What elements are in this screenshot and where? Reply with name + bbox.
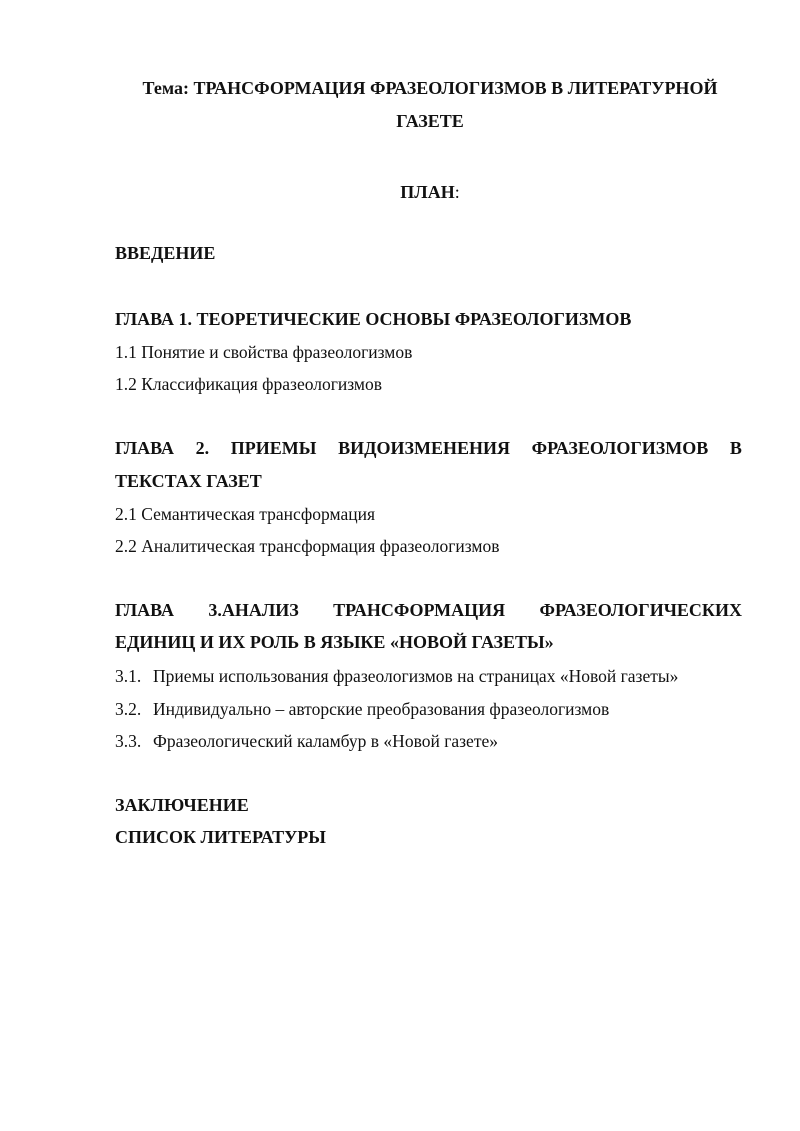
chapter3-heading-line-2: ЕДИНИЦ И ИХ РОЛЬ В ЯЗЫКЕ «НОВОЙ ГАЗЕТЫ» — [115, 632, 554, 652]
chapter2-heading-word: ВИДОИЗМЕНЕНИЯ — [338, 438, 510, 458]
chapter2-item-2: 2.2 Аналитическая трансформация фразеологизмов — [115, 536, 500, 556]
chapter1-item-2: 1.2 Классификация фразеологизмов — [115, 374, 383, 394]
chapter3-heading-word: ТРАНСФОРМАЦИЯ — [333, 600, 506, 620]
chapter2-heading-word: ПРИЕМЫ — [230, 438, 317, 458]
plan-colon: : — [454, 182, 460, 202]
chapter2-item-1: 2.1 Семантическая трансформация — [115, 504, 376, 524]
plan-heading — [0, 182, 800, 203]
chapter3-item-1 — [115, 666, 678, 687]
chapter3-heading-word: ФРАЗЕОЛОГИЧЕСКИХ — [539, 600, 742, 620]
item-number: 3.2. — [115, 699, 142, 719]
intro-heading: ВВЕДЕНИЕ — [115, 243, 216, 263]
chapter3-item-3 — [115, 731, 498, 752]
chapter2-heading-word: ГЛАВА — [115, 438, 175, 458]
item-text: Фразеологический каламбур в «Новой газете» — [153, 731, 498, 751]
references-heading: СПИСОК ЛИТЕРАТУРЫ — [115, 827, 326, 847]
item-number: 3.1. — [115, 666, 142, 686]
chapter1-heading: ГЛАВА 1. ТЕОРЕТИЧЕСКИЕ ОСНОВЫ ФРАЗЕОЛОГИЗМОВ — [115, 309, 632, 329]
item-text: Индивидуально – авторские преобразования фразеологизмов — [153, 699, 610, 719]
chapter3-heading-word: ГЛАВА — [115, 600, 175, 620]
chapter2-heading-word: 2. — [195, 438, 210, 458]
item-text: Приемы использования фразеологизмов на страницах «Новой газеты» — [153, 666, 679, 686]
chapter3-item-2 — [115, 699, 609, 720]
chapter3-heading-line-1 — [115, 600, 742, 621]
conclusion-heading: ЗАКЛЮЧЕНИЕ — [115, 795, 249, 815]
item-number: 3.3. — [115, 731, 142, 751]
chapter1-item-1: 1.1 Понятие и свойства фразеологизмов — [115, 342, 413, 362]
chapter2-heading-word: ФРАЗЕОЛОГИЗМОВ — [531, 438, 709, 458]
title-line-1: Тема: ТРАНСФОРМАЦИЯ ФРАЗЕОЛОГИЗМОВ В ЛИТЕРАТУРНОЙ — [142, 78, 718, 98]
chapter2-heading-line-2: ТЕКСТАХ ГАЗЕТ — [115, 471, 262, 491]
document-title — [100, 72, 760, 138]
chapter2-heading-line-1 — [115, 438, 742, 459]
title-line-2: ГАЗЕТЕ — [396, 111, 464, 131]
plan-label: ПЛАН — [400, 182, 455, 202]
chapter3-heading-word: 3.АНАЛИЗ — [208, 600, 299, 620]
chapter2-heading-word: В — [729, 438, 742, 458]
